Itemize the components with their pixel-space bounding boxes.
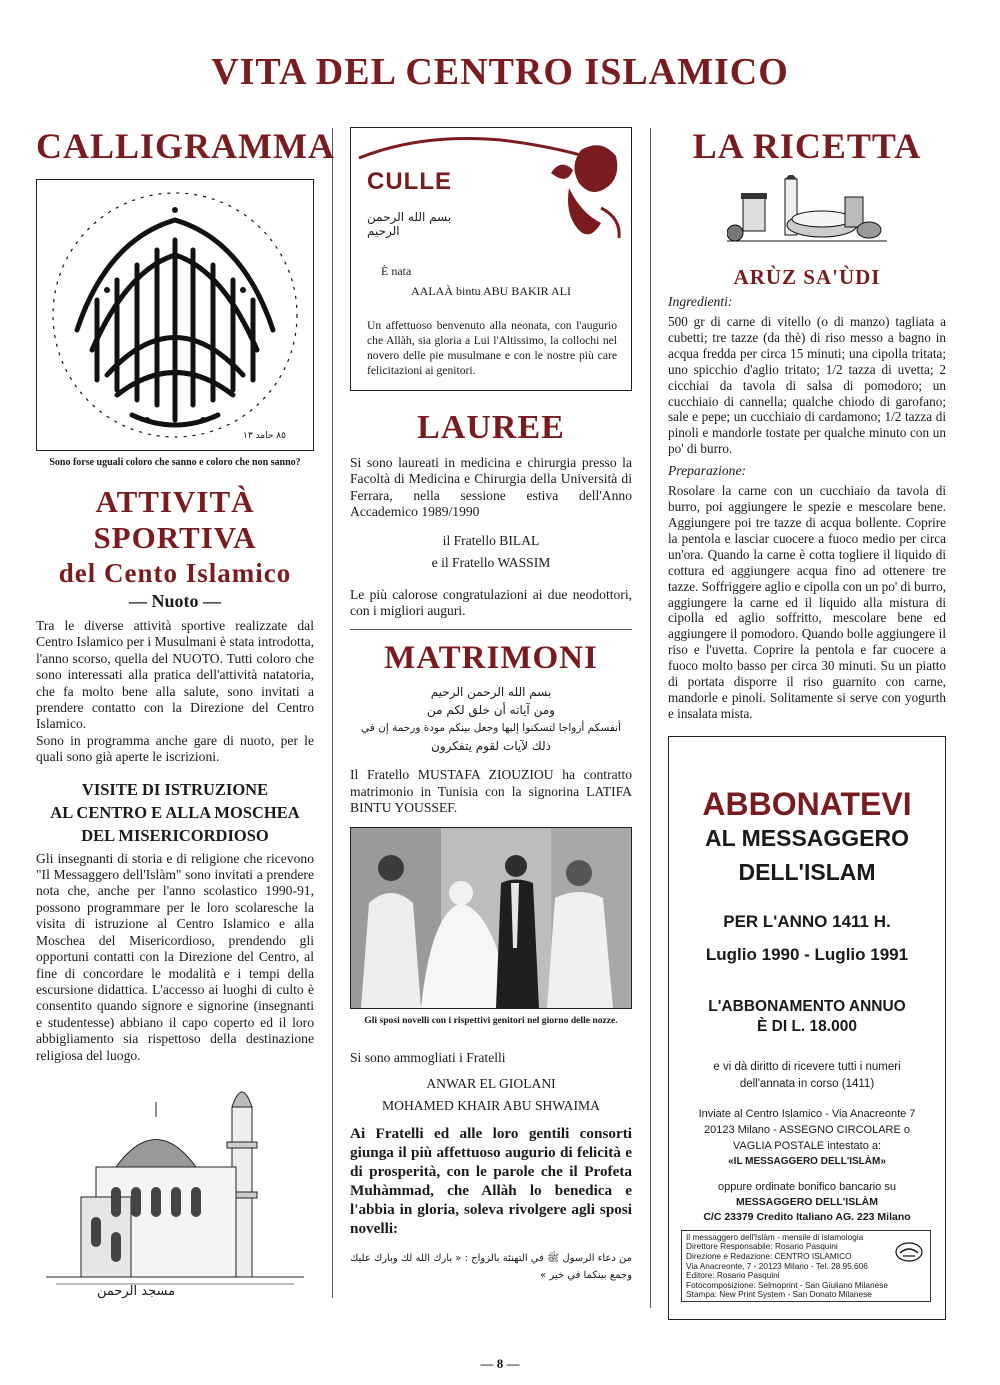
ricetta-title: LA RICETTA <box>692 126 922 166</box>
colophon-line: Il messaggero dell'Islàm - mensile di islamologia <box>686 1231 864 1242</box>
matrimoni-title: MATRIMONI <box>384 640 598 677</box>
subscription-dates: Luglio 1990 - Luglio 1991 <box>705 944 909 964</box>
subscription-box <box>668 736 946 1320</box>
lauree-closing: Le più calorose congratulazioni ai due neodottori, con i migliori auguri. <box>350 586 632 619</box>
column-divider <box>332 128 333 1298</box>
subscription-line-3: DELL'ISLAM <box>738 858 876 885</box>
lauree-name-1: il Fratello BILAL <box>442 532 540 548</box>
recipe-ingredients-label: Ingredienti: <box>668 294 733 309</box>
mosque-drawing <box>36 1072 314 1290</box>
subscription-period <box>669 905 945 971</box>
column-right <box>668 125 946 1320</box>
hadith-line-2: وجمع بينكما في خير » <box>540 1269 632 1281</box>
culle-title: CULLE <box>367 168 452 195</box>
subscription-line-2: AL MESSAGGERO <box>704 824 910 851</box>
payment-line-1: Inviate al Centro Islamico - Via Anacreonte 7 <box>698 1107 916 1120</box>
subscription-rights <box>669 1059 945 1093</box>
subscription-rights-2: dell'annata in corso (1411) <box>739 1077 875 1090</box>
visite-title <box>36 778 314 847</box>
visite-title-line1: VISITE DI ISTRUZIONE <box>81 779 269 799</box>
payment-line-3: VAGLIA POSTALE intestato a: <box>732 1139 882 1152</box>
hadith-line-1: من دعاء الرسول ﷺ في التهنئة بالزواج : « بارك الله لك وبارك عليك <box>350 1252 632 1264</box>
column-divider <box>650 128 651 1308</box>
bank-line-2: MESSAGGERO DELL'ISLÀM <box>736 1195 878 1208</box>
culle-name: AALAÀ bintu ABU BAKIR ALI <box>410 284 571 298</box>
subscription-rights-1: e vi dà diritto di ricevere tutti i numeri <box>713 1060 901 1073</box>
recipe-ingredients: 500 gr di carne di vitello (o di manzo) tagliata a cubetti; tre tazze (da thè) di riso messo a bagno in acqua fredda per circa 15 minuti; una cipolla tritata; uno spicchio d'aglio tritato; 1/2 tazza di uvetta; 2 cicchiai da tavola di salsa di pomodoro; un cucchiaio di cannella; qualche chiodo di garofano; sale e pepe; un cucchiaio di cardamono; 1/2 tazza di pinoli e mandorle tostate per qualche minuto con un po' di burro. <box>668 314 946 457</box>
subscription-price <box>669 997 945 1037</box>
emblem-logo-icon <box>894 1241 924 1263</box>
masthead: VITA DEL CENTRO ISLAMICO <box>211 51 789 93</box>
culle-body: Un affettuoso benvenuto alla neonata, con l'augurio che Allàh, sia gloria a Lui l'Altissimo, la collochi nel novero delle pie musulmane e con le nostre più care felicitazioni ai genitori. <box>367 319 617 377</box>
payment-line-4: «IL MESSAGGERO DELL'ISLÀM» <box>728 1155 886 1167</box>
quran-line-3: أنفسكم أزواجا لتسكنوا إليها وجعل بينكم مودة ورحمة إن في <box>361 722 621 735</box>
kitchen-illustration <box>727 175 887 247</box>
colophon-line: Stampa: New Print System - San Donato Milanese <box>686 1289 872 1300</box>
culle-basmala: بسم الله الرحمن الرحيم <box>367 210 452 238</box>
matrimoni-body: Il Fratello MUSTAFA ZIOUZIOU ha contratto matrimonio in Tunisia con la signorina LATIFA BINTU YOUSSEF. <box>350 767 632 816</box>
sport-subtitle: del Cento Islamico <box>58 558 292 588</box>
bank-line-3: C/C 23379 Credito Italiano AG. 223 Milano <box>703 1210 911 1223</box>
visite-title-line2: AL CENTRO E ALLA MOSCHEA <box>50 802 300 822</box>
wedding-photo-drawing <box>351 828 631 1008</box>
colophon-line: Direzione e Redazione: CENTRO ISLAMICO <box>686 1250 852 1261</box>
colophon-box <box>681 1230 931 1302</box>
wedding-photo <box>350 827 632 1009</box>
recipe-dish-name: ARÙZ SA'ÙDI <box>733 265 881 289</box>
subscription-bank <box>669 1180 945 1225</box>
column-left <box>36 125 335 1307</box>
culle-box <box>350 127 632 391</box>
recipe-preparation: Rosolare la carne con un cucchiaio da tavola di burro, poi aggiungere le spezie e mescolare bene. Aggiungere poi tre tazze di acqua bollente. Coprire la pentola e lasciar cuocere a fuoco medio per circa un'ora. Quando la carne è cotta togliere il liquido di cottura ed aggiungere acqua fino ad ottenere tre tazze. Soffriggere aglio e cipolla con un po' di burro, aggiungere la carne ed il liquido alla mistura di cipolla ed aglio soffritto, mescolare bene ed aggiungere il pomodoro. Quando bolle aggiungere il riso e l'uvetta. Coprire la pentola e far cuocere a fuoco molto basso per circa 30 minuti. Su un piatto di portata disporre il riso guarnito con carne, mandorle e pinoli. Solitamente si serve con yogurth e insalata mista. <box>668 483 946 721</box>
matrimoni-quran-verse <box>350 683 632 755</box>
matrimoni-blessing: Ai Fratelli ed alle loro gentili consorti giunga il più affettuoso augurio di felicità e di prosperità, con le parole che il Profeta Muhàmmad, che Allàh lo benedica e l'abbia in gloria, soleva rivolgere agli sposi novelli: <box>350 1124 632 1237</box>
sport-body: Tra le diverse attività sportive realizzate dal Centro Islamico per i Musulmani è stata introdotta, l'anno scorso, quella del NUOTO. Tutti coloro che sono interessati alla pratica dell'attività natatoria, che fa molto bene alla salute, sono invitati a prendere contatto con la Direzione del Centro Islamico. <box>36 618 314 732</box>
matrimoni-intro: Si sono ammogliati i Fratelli <box>350 1049 506 1065</box>
sport-title-line1: ATTIVITÀ <box>95 484 255 519</box>
matrimoni-name-2: MOHAMED KHAIR ABU SHWAIMA <box>382 1097 600 1113</box>
matrimoni-hadith <box>350 1250 632 1284</box>
colophon-line: Direttore Responsabile: Rosario Pasquini <box>686 1241 838 1252</box>
calligram-caption: Sono forse uguali coloro che sanno e coloro che non sanno? <box>49 457 301 468</box>
visite-body: Gli insegnanti di storia e di religione che ricevono "Il Messaggero dell'Islàm" sono invitati a prendere nota che, anche per l'anno scolastico 1990-91, possono programmare per le loro scolaresche la visita di istruzione al Centro Islamico e alla Moschea del Misericordioso, prendendo gli opportuni contatti con la Direzione del Centro, al fine di concordare le modalità e i tempi della escursione didattica. L'accesso ai luoghi di culto è consentito quando signore e signorine (insegnanti e studentesse) abbiano il capo coperto ed il loro abbigliamento sia rispettoso della destinazione religiosa del luogo. <box>36 850 314 1063</box>
subscription-price-line-2: È DI L. 18.000 <box>757 1017 857 1035</box>
sport-title-line2: SPORTIVA <box>93 520 257 555</box>
section-divider <box>350 629 632 630</box>
sport-body-2: Sono in programma anche gare di nuoto, per le quali sono già aperte le iscrizioni. <box>36 732 314 765</box>
colophon-line: Fotocomposizione: Selmoprint - San Giuliano Milanese <box>686 1279 888 1290</box>
visite-title-line3: DEL MISERICORDIOSO <box>81 825 269 845</box>
quran-line-4: ذلك لآيات لقوم يتفكرون <box>431 739 551 754</box>
recipe-preparation-label: Preparazione: <box>668 463 747 479</box>
calligram-frame <box>36 179 314 451</box>
subscription-heading <box>669 787 945 889</box>
culle-born: È nata <box>381 264 412 278</box>
column-center <box>350 125 632 1284</box>
quran-line-2: ومن آياته أن خلق لكم من <box>427 703 555 718</box>
lauree-name-2: e il Fratello WASSIM <box>431 554 551 570</box>
mosque-caption: مسجد الرحمن <box>96 1283 176 1299</box>
calligram-image <box>37 180 313 450</box>
bank-line-1: oppure ordinate bonifico bancario su <box>718 1180 896 1193</box>
payment-line-2: 20123 Milano - ASSEGNO CIRCOLARE o <box>703 1123 911 1136</box>
subscription-price-line-1: L'ABBONAMENTO ANNUO <box>708 997 906 1015</box>
lauree-title: LAUREE <box>417 409 565 446</box>
colophon-line: Via Anacreonte, 7 - 20123 Milano - Tel. 28.95.606 <box>686 1260 868 1271</box>
calligramma-title: CALLIGRAMMA <box>36 126 335 166</box>
colophon-line: Editore: Rosario Pasquini <box>686 1270 780 1281</box>
mosque-illustration <box>36 1072 314 1307</box>
svg-text:٨٥ حامد ١٣: ٨٥ حامد ١٣ <box>243 431 286 441</box>
matrimoni-name-1: ANWAR EL GIOLANI <box>426 1075 556 1091</box>
sport-discipline: — Nuoto — <box>128 591 221 611</box>
subscription-payment <box>669 1106 945 1170</box>
page-number: — 8 — <box>480 1356 520 1371</box>
lauree-body: Si sono laureati in medicina e chirurgia presso la Facoltà di Medicina e Chirurgia della Università di Ferrara, nella sessione estiva dell'Anno Accademico 1989/1990 <box>350 455 632 520</box>
subscription-year: PER L'ANNO 1411 H. <box>723 911 891 931</box>
wedding-photo-caption: Gli sposi novelli con i rispettivi genitori nel giorno delle nozze. <box>364 1014 618 1026</box>
subscription-title: ABBONATEVI <box>702 785 912 822</box>
quran-line-1: بسم الله الرحمن الرحيم <box>430 685 552 700</box>
